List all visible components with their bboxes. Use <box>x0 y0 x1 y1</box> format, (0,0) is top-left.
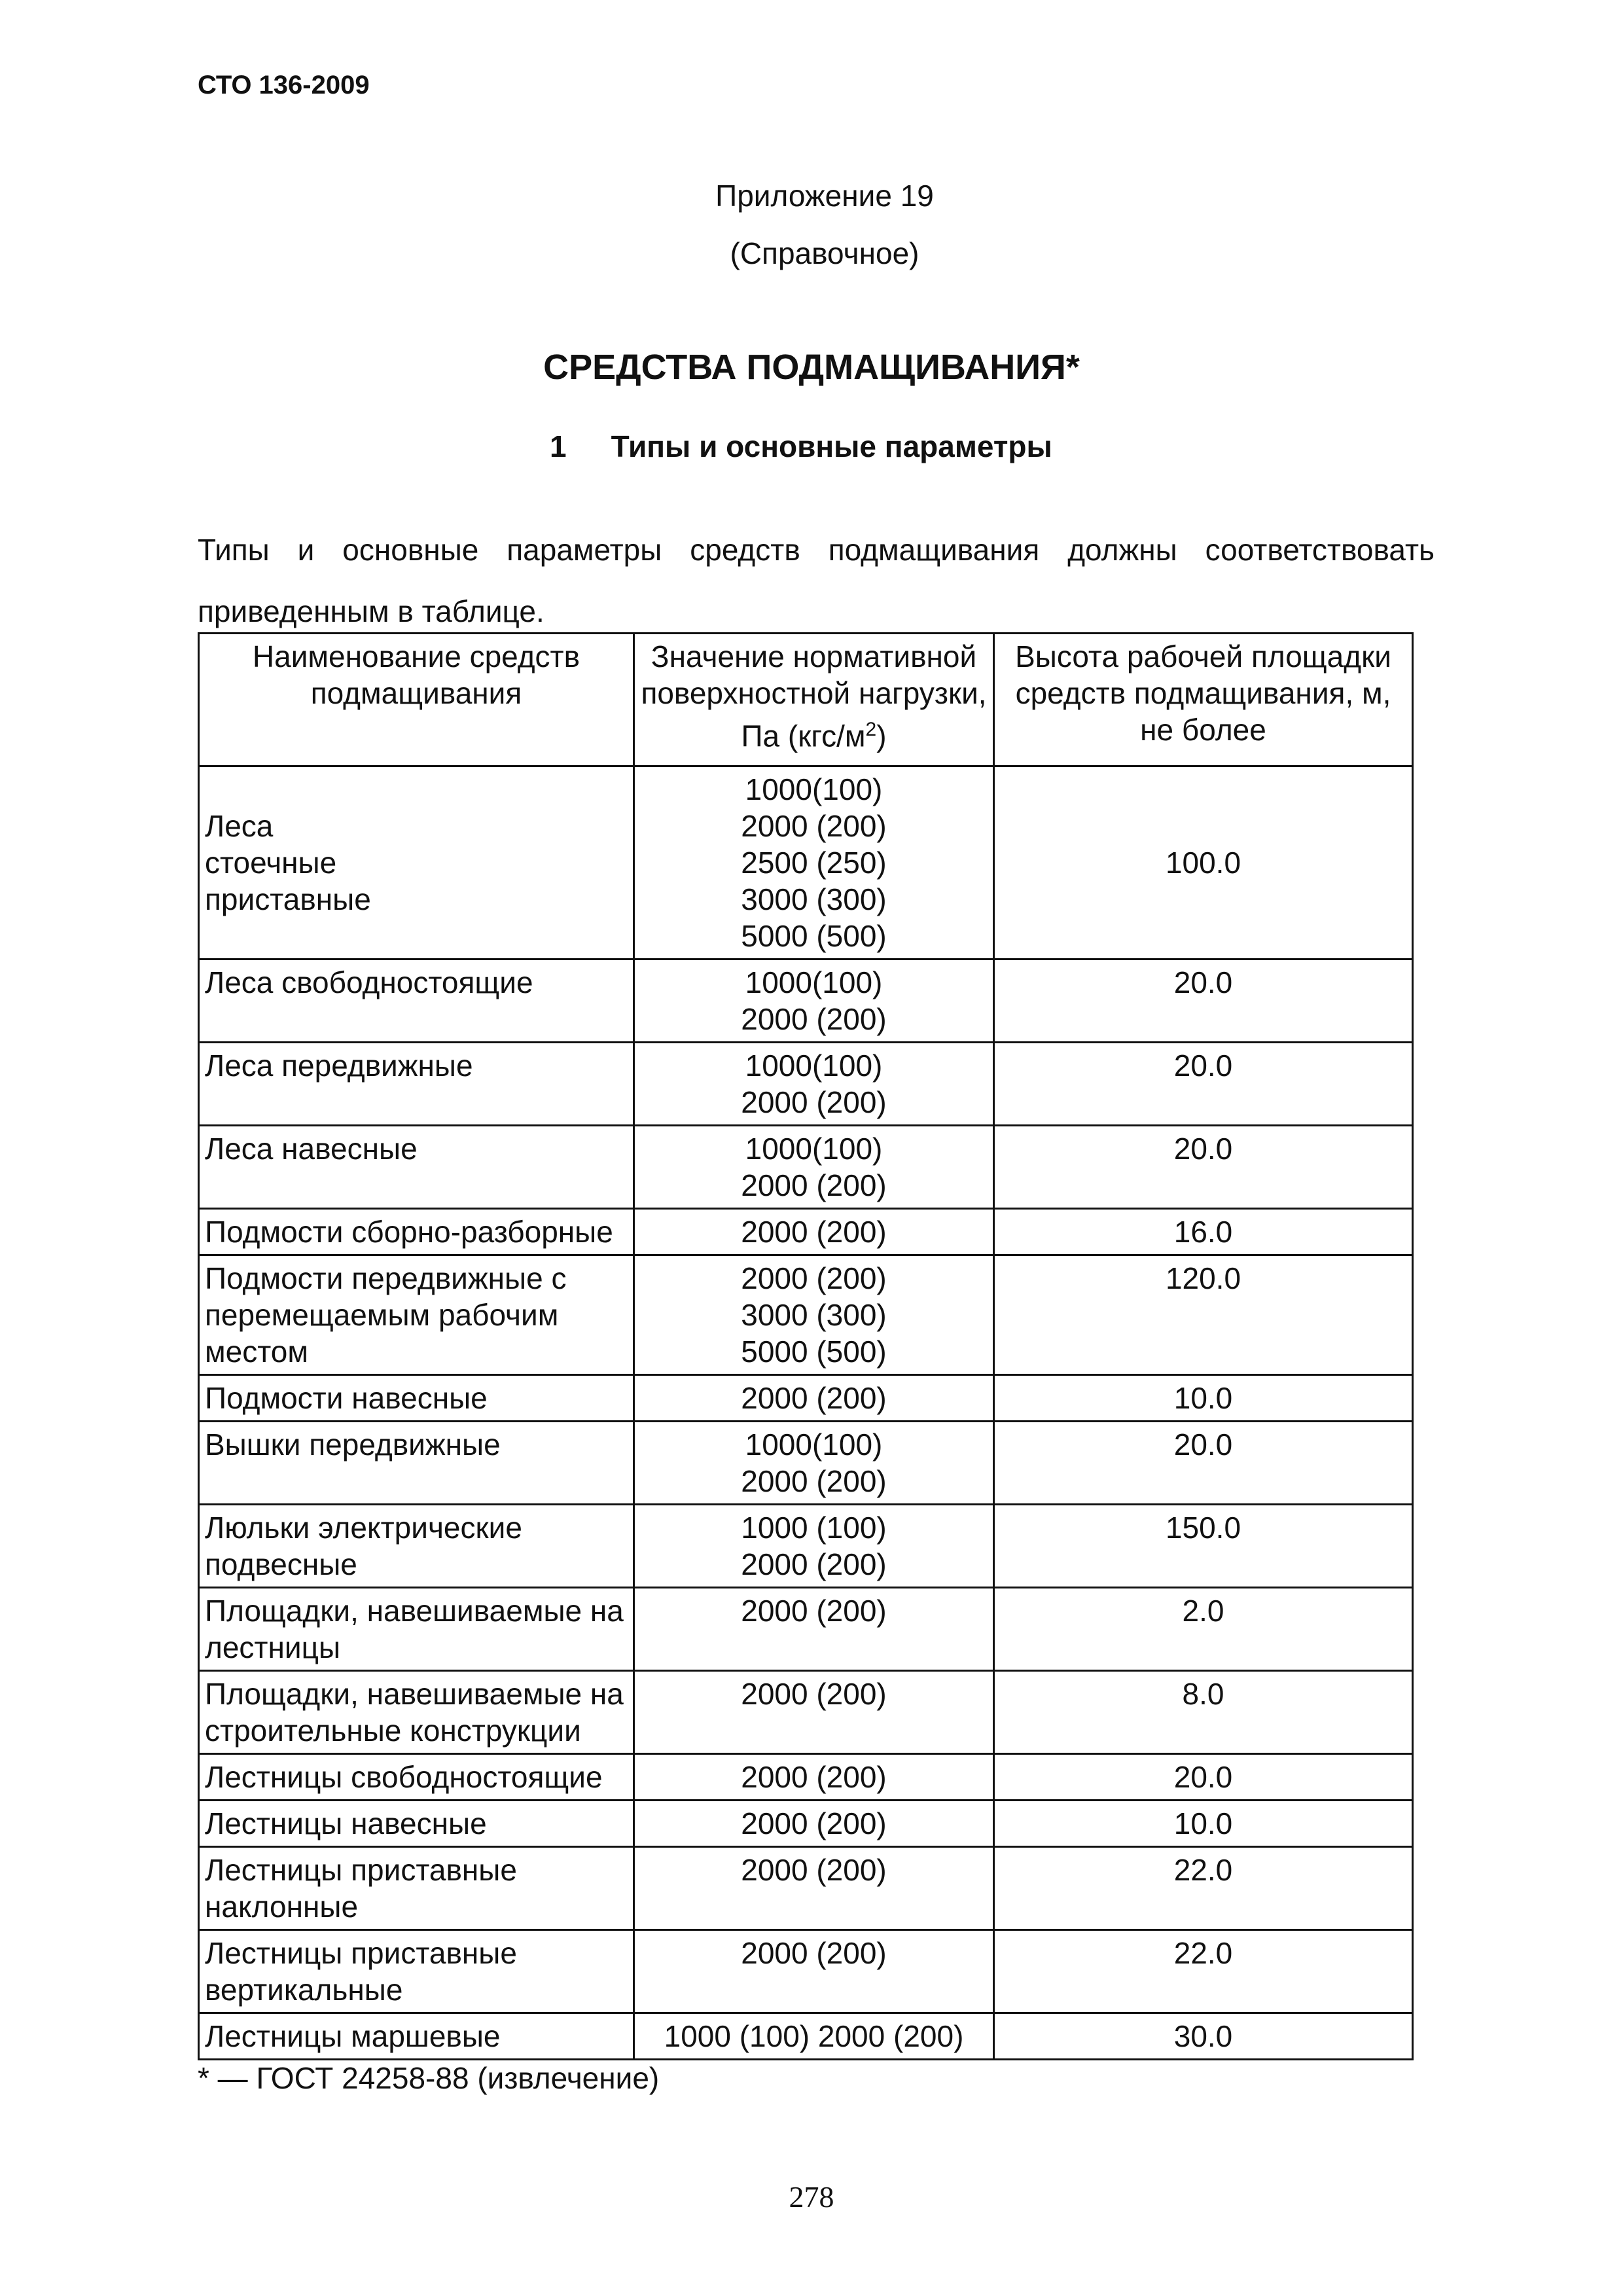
cell-load: 1000(100) 2000 (200) <box>634 1422 994 1505</box>
cell-load: 1000 (100) 2000 (200) <box>634 2013 994 2060</box>
parameters-table <box>198 632 1414 2060</box>
cell-height: 2.0 <box>994 1588 1413 1671</box>
cell-load: 1000(100) 2000 (200) <box>634 1126 994 1209</box>
table-row <box>199 1255 1413 1375</box>
cell-load: 2000 (200) <box>634 1209 994 1255</box>
appendix-type: (Справочное) <box>730 236 919 270</box>
document-code: СТО 136-2009 <box>198 71 370 99</box>
cell-height: 20.0 <box>994 1422 1413 1505</box>
table-row <box>199 1588 1413 1671</box>
table-row <box>199 1671 1413 1754</box>
table-row <box>199 960 1413 1043</box>
cell-load: 1000(100) 2000 (200) 2500 (250) 3000 (300) 5000 (500) <box>634 766 994 960</box>
cell-height: 20.0 <box>994 960 1413 1043</box>
cell-load: 1000(100) 2000 (200) <box>634 1043 994 1126</box>
section-heading <box>550 429 1052 464</box>
table-row <box>199 1043 1413 1126</box>
cell-height: 10.0 <box>994 1375 1413 1422</box>
cell-name: Подмости передвижные с перемещаемым рабочим местом <box>199 1255 634 1375</box>
header-load-text: Значение нормативной поверхностной нагрузки, Па (кгс/м <box>641 639 987 753</box>
header-load <box>634 634 994 766</box>
cell-height: 10.0 <box>994 1801 1413 1847</box>
cell-name: Леса свободностоящие <box>199 960 634 1043</box>
cell-height: 30.0 <box>994 2013 1413 2060</box>
footnote: * — ГОСТ 24258-88 (извлечение) <box>198 2061 660 2095</box>
cell-height: 22.0 <box>994 1930 1413 2013</box>
header-load-end: ) <box>876 719 887 753</box>
appendix-number: Приложение 19 <box>715 179 934 213</box>
cell-name: Лестницы маршевые <box>199 2013 634 2060</box>
table-row <box>199 2013 1413 2060</box>
table-row <box>199 1505 1413 1588</box>
cell-height: 120.0 <box>994 1255 1413 1375</box>
table-row <box>199 1209 1413 1255</box>
cell-name: Леса передвижные <box>199 1043 634 1126</box>
section-title: Типы и основные параметры <box>611 429 1052 463</box>
cell-load: 2000 (200) <box>634 1847 994 1930</box>
table-row <box>199 1375 1413 1422</box>
cell-load: 2000 (200) 3000 (300) 5000 (500) <box>634 1255 994 1375</box>
cell-height: 20.0 <box>994 1043 1413 1126</box>
table-row <box>199 1422 1413 1505</box>
page-title: СРЕДСТВА ПОДМАЩИВАНИЯ* <box>543 348 1080 387</box>
table-row <box>199 1126 1413 1209</box>
cell-name: Лестницы навесные <box>199 1801 634 1847</box>
cell-name: Подмости сборно-разборные <box>199 1209 634 1255</box>
cell-load: 1000(100) 2000 (200) <box>634 960 994 1043</box>
cell-name: Подмости навесные <box>199 1375 634 1422</box>
cell-height: 8.0 <box>994 1671 1413 1754</box>
cell-height: 100.0 <box>994 766 1413 960</box>
cell-load: 2000 (200) <box>634 1375 994 1422</box>
cell-height: 16.0 <box>994 1209 1413 1255</box>
cell-height: 20.0 <box>994 1754 1413 1801</box>
table-row <box>199 1754 1413 1801</box>
cell-name: Леса навесные <box>199 1126 634 1209</box>
cell-height: 150.0 <box>994 1505 1413 1588</box>
page-number: 278 <box>789 2180 834 2214</box>
table-body <box>199 766 1413 2060</box>
cell-name: Площадки, навешиваемые на строительные конструкции <box>199 1671 634 1754</box>
cell-load: 2000 (200) <box>634 1801 994 1847</box>
table-header-row <box>199 634 1413 766</box>
header-name: Наименование средств подмащивания <box>199 634 634 766</box>
cell-name: Леса стоечные приставные <box>199 766 634 960</box>
table-row <box>199 1930 1413 2013</box>
cell-load: 1000 (100) 2000 (200) <box>634 1505 994 1588</box>
section-number: 1 <box>550 429 567 463</box>
cell-name: Лестницы приставные наклонные <box>199 1847 634 1930</box>
cell-name: Люльки электрические подвесные <box>199 1505 634 1588</box>
table-row <box>199 766 1413 960</box>
cell-name: Вышки передвижные <box>199 1422 634 1505</box>
cell-load: 2000 (200) <box>634 1754 994 1801</box>
cell-name: Лестницы приставные вертикальные <box>199 1930 634 2013</box>
cell-load: 2000 (200) <box>634 1671 994 1754</box>
table-row <box>199 1801 1413 1847</box>
intro-paragraph: Типы и основные параметры средств подмащивания должны соответствовать приведенным в таблице. <box>198 533 1435 628</box>
cell-name: Площадки, навешиваемые на лестницы <box>199 1588 634 1671</box>
table-row <box>199 1847 1413 1930</box>
cell-load: 2000 (200) <box>634 1930 994 2013</box>
header-height: Высота рабочей площадки средств подмащивания, м, не более <box>994 634 1413 766</box>
cell-height: 20.0 <box>994 1126 1413 1209</box>
cell-load: 2000 (200) <box>634 1588 994 1671</box>
cell-name: Лестницы свободностоящие <box>199 1754 634 1801</box>
header-load-sup: 2 <box>865 719 877 740</box>
cell-height: 22.0 <box>994 1847 1413 1930</box>
